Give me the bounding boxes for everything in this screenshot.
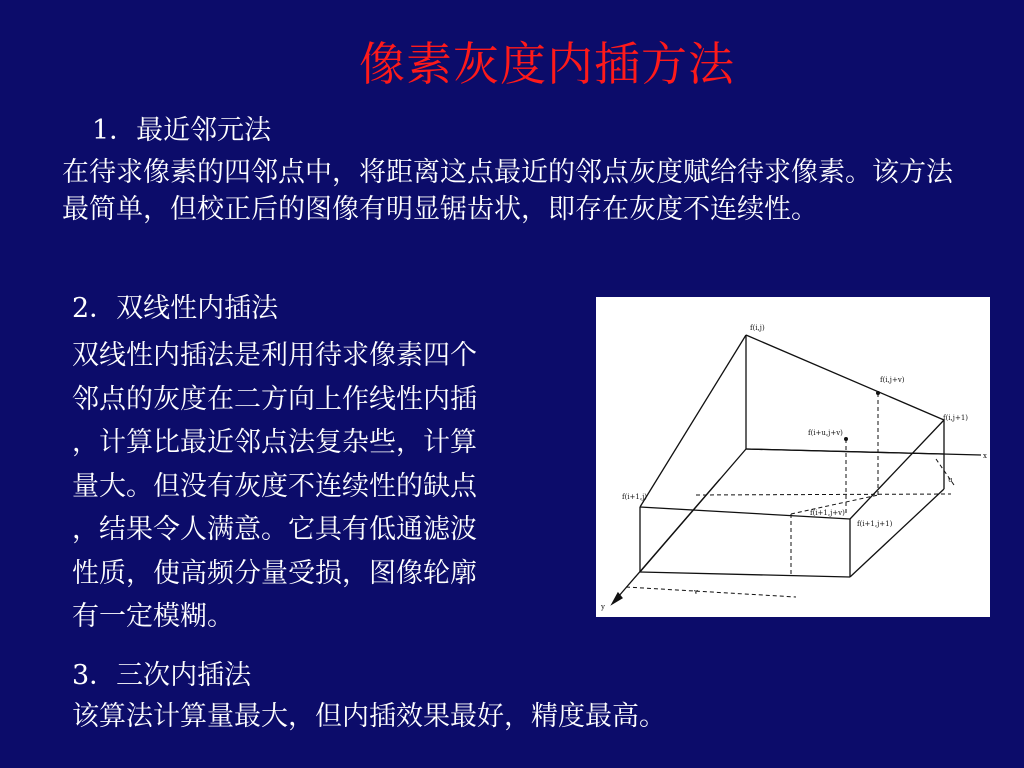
section2-heading: 2．双线性内插法 (72, 293, 279, 324)
label-f-i1-j1: f(i+1,j+1) (857, 520, 893, 528)
label-f-ij: f(i,j) (750, 324, 765, 332)
top-edge-left (640, 335, 746, 507)
label-axis-y: y (601, 603, 605, 611)
label-v: v (694, 588, 698, 596)
label-axis-x: x (983, 452, 987, 460)
dashed-u-line (696, 494, 951, 495)
point-interp (844, 437, 848, 441)
section3-heading: 3．三次内插法 (72, 660, 252, 691)
bilinear-interpolation-figure (596, 297, 990, 617)
section1-heading: 1．最近邻元法 (92, 115, 272, 146)
page-title: 像素灰度内插方法 (359, 37, 735, 91)
section2-line: 量大。但没有灰度不连续性的缺点 (72, 470, 477, 502)
section2-line: ，结果令人满意。它具有低通滤波 (72, 514, 477, 545)
interpolation-diagram (596, 297, 990, 617)
bottom-right (850, 489, 944, 577)
label-f-ij1: f(i,j+1) (943, 414, 969, 422)
section2-line: 邻点的灰度在二方向上作线性内插 (72, 383, 477, 415)
point-jv (876, 391, 880, 395)
x-axis (746, 449, 981, 455)
section2-line: ，计算比最近邻点法复杂些，计算 (72, 427, 477, 458)
top-edge-right (850, 420, 944, 519)
section2-body (72, 334, 477, 639)
section3-body: 该算法计算量最大，但内插效果最好，精度最高。 (72, 701, 666, 732)
section2-line: 双线性内插法是利用待求像素四个 (72, 340, 477, 371)
section2-line: 性质，使高频分量受损，图像轮廓 (72, 557, 477, 589)
label-f-ij-v: f(i,j+v) (880, 376, 905, 384)
dashed-v-dim (626, 587, 796, 597)
label-f-i1j: f(i+1,j) (622, 493, 648, 501)
section2-line: 有一定模糊。 (72, 601, 234, 632)
label-f-i1-jv: f(i+1,j+v) (810, 509, 845, 517)
top-edge-back (746, 335, 944, 420)
label-u: u (948, 476, 953, 484)
section1-body: 在待求像素的四邻点中，将距离这点最近的邻点灰度赋给待求像素。该方法最简单，但校正后的图像有明显锯齿状，即存在灰度不连续性。 (62, 157, 953, 225)
label-f-iu-jv: f(i+u,j+v) (808, 429, 843, 437)
bottom-front (640, 572, 850, 577)
